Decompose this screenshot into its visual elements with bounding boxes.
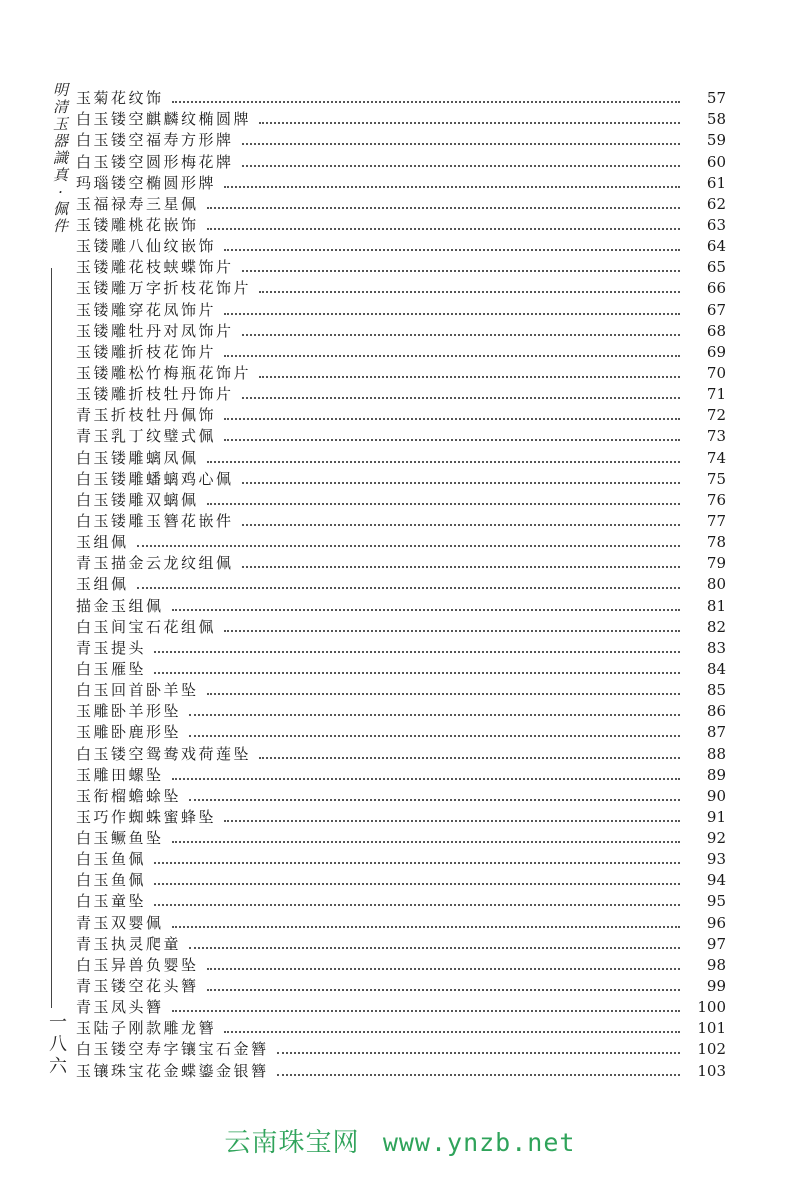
toc-leader-dots [172, 609, 680, 611]
toc-entry-page: 65 [706, 258, 726, 277]
toc-entry-page: 92 [706, 829, 726, 848]
toc-entry[interactable] [76, 763, 726, 784]
toc-entry-page: 88 [706, 744, 726, 763]
side-title-char: 清 [52, 98, 69, 116]
toc-entry-page: 63 [706, 215, 726, 234]
toc-leader-dots [172, 1010, 680, 1012]
toc-entry-title: 白玉镂空麒麟纹椭圆牌 [76, 110, 252, 129]
toc-entry-page: 76 [706, 490, 726, 509]
toc-entry-title: 青玉执灵爬童 [76, 934, 182, 953]
toc-entry-title: 青玉折枝牡丹佩饰 [76, 406, 217, 425]
side-title-char: 件 [52, 217, 69, 235]
toc-entry[interactable] [76, 382, 726, 403]
toc-entry-page: 99 [706, 977, 726, 996]
toc-entry[interactable] [76, 171, 726, 192]
toc-entry[interactable] [76, 192, 726, 213]
toc-leader-dots [242, 270, 680, 272]
toc-entry-page: 98 [706, 955, 726, 974]
toc-entry-title: 玉雕田螺坠 [76, 765, 164, 784]
toc-leader-dots [154, 883, 680, 885]
toc-entry-title: 白玉间宝石花组佩 [76, 617, 217, 636]
toc-entry-title: 玉镂雕折枝牡丹饰片 [76, 385, 234, 404]
toc-entry-title: 描金玉组佩 [76, 596, 164, 615]
toc-entry-page: 57 [706, 89, 726, 108]
toc-entry-page: 85 [706, 681, 726, 700]
side-title-char: 明 [52, 81, 69, 99]
toc-entry-title: 白玉镂雕螭凤佩 [76, 448, 199, 467]
toc-entry-page: 94 [706, 871, 726, 890]
toc-entry-page: 100 [697, 998, 726, 1017]
toc-entry-page: 97 [706, 934, 726, 953]
toc-leader-dots [207, 228, 680, 230]
toc-entry-title: 玉镂雕万字折枝花饰片 [76, 279, 252, 298]
watermark [0, 1122, 800, 1159]
toc-entry-page: 71 [706, 385, 726, 404]
toc-entry[interactable] [76, 1016, 726, 1037]
toc-entry[interactable] [76, 213, 726, 234]
toc-entry[interactable] [76, 910, 726, 931]
toc-leader-dots [242, 482, 680, 484]
toc-entry[interactable] [76, 784, 726, 805]
toc-leader-dots [154, 651, 680, 653]
toc-entry[interactable] [76, 128, 726, 149]
toc-entry-page: 81 [706, 596, 726, 615]
toc-leader-dots [224, 313, 680, 315]
toc-entry-title: 白玉异兽负婴坠 [76, 955, 199, 974]
toc-entry[interactable] [76, 847, 726, 868]
toc-leader-dots [189, 714, 680, 716]
toc-entry-title: 玉雕卧鹿形坠 [76, 723, 182, 742]
toc-leader-dots [259, 757, 680, 759]
toc-entry-title: 玉衔榴蟾蜍坠 [76, 786, 182, 805]
toc-leader-dots [154, 904, 680, 906]
toc-entry-page: 101 [697, 1019, 726, 1038]
toc-entry[interactable] [76, 1037, 726, 1058]
toc-entry-page: 66 [706, 279, 726, 298]
toc-entry[interactable] [76, 953, 726, 974]
toc-leader-dots [189, 735, 680, 737]
toc-entry[interactable] [76, 805, 726, 826]
toc-entry[interactable] [76, 488, 726, 509]
toc-leader-dots [242, 143, 680, 145]
toc-leader-dots [242, 165, 680, 167]
toc-entry[interactable] [76, 509, 726, 530]
toc-entry[interactable] [76, 107, 726, 128]
toc-entry[interactable] [76, 826, 726, 847]
toc-leader-dots [172, 101, 680, 103]
toc-entry[interactable] [76, 657, 726, 678]
toc-entry[interactable] [76, 678, 726, 699]
toc-entry-page: 84 [706, 659, 726, 678]
toc-entry-title: 白玉镂空寿字镶宝石金簪 [76, 1040, 269, 1059]
toc-entry-title: 白玉鱼佩 [76, 850, 147, 869]
toc-entry-title: 玉镂雕牡丹对凤饰片 [76, 321, 234, 340]
toc-entry[interactable] [76, 467, 726, 488]
toc-entry-title: 白玉镂雕双螭佩 [76, 490, 199, 509]
toc-leader-dots [242, 566, 680, 568]
page-number [47, 1012, 69, 1078]
toc-entry-page: 91 [706, 807, 726, 826]
toc-entry-title: 白玉镂空鸳鸯戏荷莲坠 [76, 744, 252, 763]
toc-entry-page: 64 [706, 237, 726, 256]
page-number-char: 六 [49, 1056, 67, 1077]
toc-leader-dots [259, 122, 680, 124]
toc-entry-title: 白玉雁坠 [76, 659, 147, 678]
toc-entry-page: 67 [706, 300, 726, 319]
toc-entry-title: 玉镂雕八仙纹嵌饰 [76, 237, 217, 256]
toc-entry-title: 青玉镂空花头簪 [76, 977, 199, 996]
toc-leader-dots [207, 461, 680, 463]
toc-entry-page: 69 [706, 342, 726, 361]
toc-entry-page: 68 [706, 321, 726, 340]
toc-entry-title: 青玉凤头簪 [76, 998, 164, 1017]
toc-entry-page: 72 [706, 406, 726, 425]
side-title-char: 真 [52, 166, 69, 184]
toc-entry-page: 78 [706, 533, 726, 552]
toc-entry-page: 80 [706, 575, 726, 594]
toc-leader-dots [242, 397, 680, 399]
toc-entry-page: 62 [706, 194, 726, 213]
toc-entry-page: 86 [706, 702, 726, 721]
toc-leader-dots [207, 693, 680, 695]
toc-entry[interactable] [76, 86, 726, 107]
toc-entry-title: 青玉双婴佩 [76, 913, 164, 932]
toc-entry-page: 95 [706, 892, 726, 911]
page-number-char: 八 [49, 1034, 67, 1055]
toc-entry[interactable] [76, 551, 726, 572]
toc-entry-page: 77 [706, 511, 726, 530]
toc-entry-title: 白玉鳜鱼坠 [76, 829, 164, 848]
toc-entry[interactable] [76, 340, 726, 361]
toc-leader-dots [224, 186, 680, 188]
toc-entry[interactable] [76, 995, 726, 1016]
toc-leader-dots [242, 524, 680, 526]
toc-entry-title: 白玉镂空圆形梅花牌 [76, 152, 234, 171]
toc-entry[interactable] [76, 974, 726, 995]
toc-entry-title: 玉巧作蜘蛛蜜蜂坠 [76, 807, 217, 826]
toc-entry[interactable] [76, 297, 726, 318]
toc-leader-dots [224, 820, 680, 822]
toc-entry[interactable] [76, 276, 726, 297]
toc-leader-dots [137, 587, 680, 589]
toc-entry-page: 93 [706, 850, 726, 869]
toc-entry[interactable] [76, 593, 726, 614]
toc-leader-dots [172, 778, 680, 780]
toc-entry-page: 70 [706, 363, 726, 382]
toc-leader-dots [154, 862, 680, 864]
toc-entry-page: 102 [697, 1040, 726, 1059]
toc-leader-dots [259, 376, 680, 378]
toc-leader-dots [207, 968, 680, 970]
toc-leader-dots [207, 207, 680, 209]
toc-entry[interactable] [76, 868, 726, 889]
toc-entry-title: 玉菊花纹饰 [76, 89, 164, 108]
side-book-title [50, 82, 72, 235]
watermark-site-name: 云南珠宝网 [224, 1128, 360, 1158]
toc-entry-page: 75 [706, 469, 726, 488]
toc-entry[interactable] [76, 1058, 726, 1079]
toc-leader-dots [207, 503, 680, 505]
toc-leader-dots [189, 799, 680, 801]
toc-leader-dots [224, 630, 680, 632]
toc-entry-title: 玛瑙镂空椭圆形牌 [76, 173, 217, 192]
toc-entry-title: 青玉描金云龙纹组佩 [76, 554, 234, 573]
toc-leader-dots [189, 947, 680, 949]
toc-entry-title: 玉福禄寿三星佩 [76, 194, 199, 213]
toc-entry-page: 60 [706, 152, 726, 171]
toc-entry-title: 白玉回首卧羊坠 [76, 681, 199, 700]
toc-entry-page: 74 [706, 448, 726, 467]
toc-entry-title: 玉镶珠宝花金蝶鎏金银簪 [76, 1061, 269, 1080]
toc-entry[interactable] [76, 255, 726, 276]
toc-leader-dots [172, 841, 680, 843]
toc-leader-dots [137, 545, 680, 547]
toc-entry-title: 白玉鱼佩 [76, 871, 147, 890]
toc-entry-page: 58 [706, 110, 726, 129]
toc-entry-page: 87 [706, 723, 726, 742]
toc-entry-title: 玉组佩 [76, 575, 129, 594]
side-title-char: 佩 [52, 200, 69, 218]
toc-entry-page: 83 [706, 638, 726, 657]
side-divider [51, 268, 52, 1008]
toc-leader-dots [242, 334, 680, 336]
toc-entry-page: 90 [706, 786, 726, 805]
side-title-char: 器 [52, 132, 69, 150]
toc-entry[interactable] [76, 319, 726, 340]
toc-entry-title: 青玉提头 [76, 638, 147, 657]
toc-entry[interactable] [76, 699, 726, 720]
toc-entry-title: 白玉镂空福寿方形牌 [76, 131, 234, 150]
toc-leader-dots [224, 418, 680, 420]
toc-entry-title: 玉镂雕折枝花饰片 [76, 342, 217, 361]
toc-entry-page: 79 [706, 554, 726, 573]
toc-entry[interactable] [76, 424, 726, 445]
toc-leader-dots [224, 439, 680, 441]
toc-entry[interactable] [76, 932, 726, 953]
toc-entry-title: 白玉镂雕蟠螭鸡心佩 [76, 469, 234, 488]
toc-leader-dots [277, 1052, 680, 1054]
toc-entry-title: 玉镂雕桃花嵌饰 [76, 215, 199, 234]
watermark-url[interactable]: www.ynzb.net [382, 1128, 576, 1157]
toc-leader-dots [259, 291, 680, 293]
toc-entry-page: 73 [706, 427, 726, 446]
toc-leader-dots [277, 1074, 680, 1076]
toc-entry-title: 玉镂雕松竹梅瓶花饰片 [76, 363, 252, 382]
toc-entry-title: 青玉乳丁纹璧式佩 [76, 427, 217, 446]
toc-entry[interactable] [76, 615, 726, 636]
toc-entry-title: 玉镂雕花枝蛱蝶饰片 [76, 258, 234, 277]
toc-entry-page: 96 [706, 913, 726, 932]
toc-entry[interactable] [76, 234, 726, 255]
toc-leader-dots [224, 355, 680, 357]
side-title-char: · [58, 183, 64, 201]
toc-entry-page: 59 [706, 131, 726, 150]
toc-entry[interactable] [76, 149, 726, 170]
toc-entry[interactable] [76, 403, 726, 424]
toc-entry[interactable] [76, 720, 726, 741]
toc-leader-dots [207, 989, 680, 991]
toc-entry-title: 玉镂雕穿花凤饰片 [76, 300, 217, 319]
toc-entry[interactable] [76, 572, 726, 593]
toc-entry[interactable] [76, 636, 726, 657]
toc-entry-page: 61 [706, 173, 726, 192]
toc-entry-page: 103 [697, 1061, 726, 1080]
toc-entry-title: 玉雕卧羊形坠 [76, 702, 182, 721]
toc-entry[interactable] [76, 530, 726, 551]
table-of-contents [76, 86, 726, 1080]
page-number-char: 一 [49, 1012, 67, 1033]
toc-entry[interactable] [76, 741, 726, 762]
toc-leader-dots [172, 926, 680, 928]
toc-entry-page: 89 [706, 765, 726, 784]
toc-entry-title: 白玉童坠 [76, 892, 147, 911]
toc-entry-title: 玉组佩 [76, 533, 129, 552]
toc-entry[interactable] [76, 889, 726, 910]
side-title-char: 玉 [52, 115, 69, 133]
toc-leader-dots [224, 249, 680, 251]
toc-entry[interactable] [76, 445, 726, 466]
toc-leader-dots [224, 1031, 680, 1033]
toc-entry-page: 82 [706, 617, 726, 636]
toc-entry-title: 白玉镂雕玉簪花嵌件 [76, 511, 234, 530]
toc-entry[interactable] [76, 361, 726, 382]
toc-leader-dots [154, 672, 680, 674]
toc-entry-title: 玉陆子刚款雕龙簪 [76, 1019, 217, 1038]
side-title-char: 識 [52, 149, 69, 167]
